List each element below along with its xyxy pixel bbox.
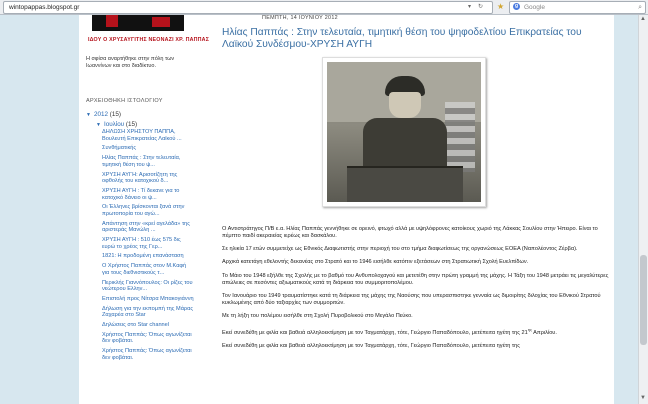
archive-post-link[interactable]: Χρήστος Παππάς: Όπως αγωνίζεται δεν φοβάται.: [102, 348, 192, 361]
reload-icon[interactable]: ↻: [478, 4, 484, 10]
scrollbar-thumb[interactable]: [640, 255, 647, 345]
post-paragraph: [222, 326, 610, 337]
archive-post-link[interactable]: Συνθήματικής: [102, 145, 137, 152]
logo: [88, 15, 210, 49]
triangle-down-icon[interactable]: ▼: [86, 112, 91, 118]
post-paragraph: Αρχικά κατετάγη εθελοντής δεκανέας στο Στρατό και το 1946 εισήλθε κατόπιν εξετάσεων στη Στρατιωτική Σχολή Ευελπίδων.: [222, 259, 529, 266]
post-paragraph: Ο Αντιστράτηγος Π/Β ε.α. Ηλίας Παππάς γεννήθηκε σε ορεινό, φτωχό αλλά με υψηλόφρονες κατοίκους χωριό της Λάκκας Σουλίου στην Ήπειρο. Είναι το πέμπτο παιδί ακεραιείας ιερέως και δασκάλου.: [222, 226, 598, 239]
archive-post-link[interactable]: ΔΗΛΩΣΗ ΧΡΗΣΤΟΥ ΠΑΠΠΑ, Βουλευτή Επικρατείας Λαϊκού ...: [102, 129, 182, 142]
dropdown-icon[interactable]: ▾: [468, 4, 472, 10]
post-paragraph: Το Μάιο του 1948 εξήλθε της Σχολής με το βαθμό του Ανθυπολοχαγού και μετετέθη στην πρώτη γραμμή της μάχης. Η Τάξη του 1948 μετράει τις μεγαλύτερες απώλειες σε πεσόντες αξιωματικούς κατά τη διάρκεια του συμμοριτοπολέμου.: [222, 272, 609, 286]
search-placeholder: Google: [524, 4, 545, 11]
post-paragraph: Με τη λήξη του πολέμου εισήλθε στη Σχολή Πυροβολικού στο Μεγάλο Πεύκο.: [222, 312, 413, 319]
photo-flag: [445, 102, 475, 172]
archive-post-list: [102, 129, 194, 365]
browser-toolbar: [0, 0, 648, 15]
scroll-down-icon[interactable]: ▼: [640, 395, 646, 401]
logo-emblem: [106, 15, 118, 27]
archive-post-link[interactable]: Απάντηση στην «κρεί αγελάδα» της αριστεράς Μανώλη ...: [102, 220, 190, 234]
star-icon[interactable]: ★: [497, 2, 505, 11]
archive-month-link[interactable]: Ιουλίου: [103, 121, 125, 128]
archive-year-count: (15): [109, 111, 121, 118]
archive-post-link[interactable]: 1821: Η προδομένη επανάσταση: [102, 253, 184, 260]
archive-post-link[interactable]: ΧΡΥΣΗ ΑΥΓΗ : Τί δεκανε για το κατοχικό δάνειο οι ψ...: [102, 187, 180, 201]
post-paragraph-text: Εκεί συνεδέθη με φιλία και βαθειά αλληλοεκτίμηση με τον Ταγματάρχη, τότε, Γεώργιο Παπαδόπουλο, μετέπειτα ηγέτη της 21: [222, 329, 528, 336]
post-paragraph: Εκεί συνεδέθη με φιλία και βαθειά αλληλοεκτίμηση με τον Ταγματάρχη, τότε, Γεώργιο Παπαδόπουλο, μετέπειτα ηγέτη της: [222, 343, 520, 350]
search-icon[interactable]: ⌕: [638, 4, 642, 11]
post-date: ΠΕΜΠΤΗ, 14 ΙΟΥΝΙΟΥ 2012: [262, 15, 338, 21]
logo-emblem: [152, 17, 170, 27]
address-bar[interactable]: [3, 1, 493, 14]
archive-post-link[interactable]: Χρήστος Παππάς: Όπως αγωνίζεται δεν φοβάται.: [102, 331, 192, 345]
sidebar-tagline: Η σφίσα αναρτήθηκε στην πόλη των Ιωαννίνων και στο διαδίκτυο.: [86, 56, 175, 69]
photo-figure-face: [389, 92, 421, 118]
photo-podium: [347, 166, 463, 202]
archive-year[interactable]: [86, 111, 121, 118]
triangle-down-icon[interactable]: ▼: [96, 122, 101, 128]
post-paragraph: Τον Ιανουάριο του 1949 τραυματίστηκε κατά τη διάρκεια της μάχης της Ναούσης που υπερασπιστηκε γενναία ως διμοιρίτης διλοχίας του Εθνικού Στρατού κυκλωμένης από δύο ταξιαρχίες των συμμοριτών.: [222, 292, 601, 306]
post-photo[interactable]: [322, 57, 486, 207]
g-icon: g: [514, 3, 519, 9]
post-paragraph: Σε ηλικία 17 ετών συμμετείχε ως Εθνικός Διαφωτιστής στην περιοχή του στο τμήμα διαφωτίσεως της οργανώσεως ΕΟΕΑ (Ναπολέοντος Ζέρβα).: [222, 246, 578, 253]
archive-post-link[interactable]: Ο Χρήστος Παππάς στον Μ.Καφή για τους διεθνιστικούς τ...: [102, 263, 187, 276]
archive-post-link[interactable]: Περικλής Γιαννόπουλος: Οι ρίζες του νεώτερου Ελλην...: [102, 279, 193, 293]
logo-text: ΙΔΟΥ Ο ΧΡΥΣΑΥΓΙΤΗΣ ΝΕΟΝΑΖΙ ΧΡ. ΠΑΠΠΑΣ: [88, 37, 210, 43]
archive-post-link[interactable]: Δηλώσεις στο Star channel: [102, 322, 170, 329]
photo-image: [327, 62, 481, 202]
scroll-up-icon[interactable]: ▲: [640, 16, 646, 22]
archive-month[interactable]: [96, 121, 137, 128]
archive-year-link[interactable]: 2012: [93, 111, 108, 118]
post-title[interactable]: Ηλίας Παππάς : Στην τελευταία, τιμητική θέση του ψηφοδελτίου Επικρατείας του Λαϊκού Συνδέσμου-ΧΡΥΣΗ ΑΥΓΗ: [222, 27, 582, 50]
archive-post-link[interactable]: Δήλωση για την εκπομπή της Μάρας Ζαχαρέα στο Star: [102, 305, 194, 319]
scrollbar[interactable]: [638, 15, 648, 404]
post-body: [222, 226, 610, 356]
archive-month-count: (15): [125, 121, 138, 128]
archive-post-link[interactable]: Επιστολή προς Νίτσρα Μπακογιάννη: [102, 295, 194, 302]
sidebar: [82, 15, 210, 404]
archive-post-link[interactable]: ΧΡΥΣΗ ΑΥΓΗ: Αρισοτίζητη της οφθολής του κατοχικού δ...: [102, 171, 178, 185]
archive-post-link[interactable]: Οι Έλληνες βρίσκονται ξανά στην πρωτοπορία του αγώ...: [102, 204, 185, 217]
superscript: ης: [527, 327, 532, 333]
archive-title: ΑΡΧΕΙΟΘΗΚΗ ΙΣΤΟΛΟΓΙΟΥ: [86, 98, 163, 104]
archive-post-link[interactable]: Ηλίας Παππάς : Στην τελευταία, τιμητική θέση του ψ...: [102, 155, 181, 168]
address-bar-url: wintopappas.blogspot.gr: [9, 4, 80, 11]
post-paragraph-suffix: Απριλίου.: [533, 329, 557, 336]
archive-post-link[interactable]: ΧΡΥΣΗ ΑΥΓΗ : 510 έως 575 δις ευρώ το χρέος της Γερ...: [102, 237, 181, 250]
search-input[interactable]: [509, 1, 646, 14]
